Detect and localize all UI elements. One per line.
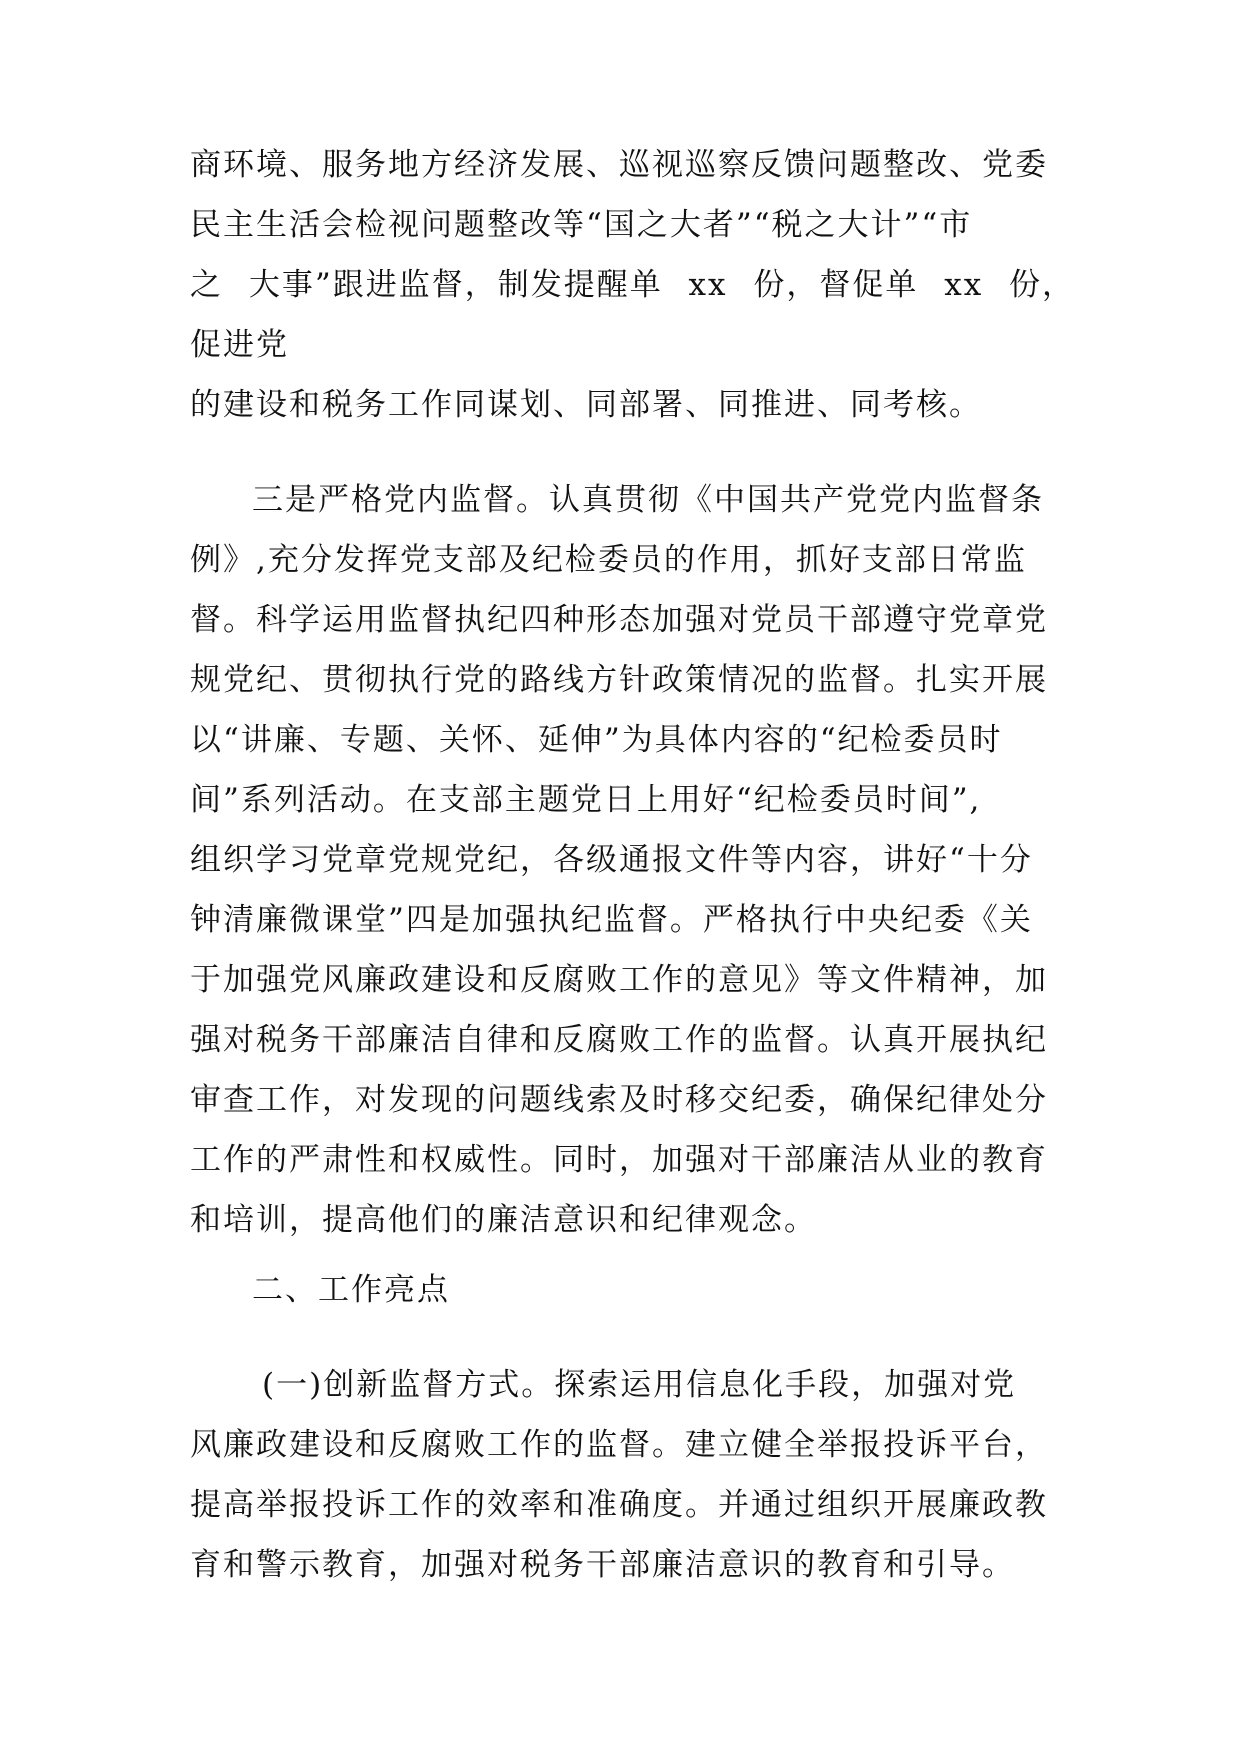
paragraph-line: 商环境、服务地方经济发展、巡视巡察反馈问题整改、党委	[190, 147, 1048, 183]
paragraph-line: (一)创新监督方式。探索运用信息化手段，加强对党	[262, 1367, 1017, 1403]
paragraph-line: 的建设和税务工作同谋划、同部署、同推进、同考核。	[190, 387, 982, 423]
section-heading-text: 二、工作亮点	[252, 1272, 450, 1308]
paragraph-line: 组织学习党章党规党纪，各级通报文件等内容，讲好“十分	[190, 842, 1033, 878]
paragraph-continuation	[190, 135, 1076, 435]
paragraph-innovation	[190, 1355, 1050, 1595]
paragraph-line: 育和警示教育，加强对税务干部廉洁意识的教育和引导。	[190, 1547, 1015, 1583]
paragraph-line: 于加强党风廉政建设和反腐败工作的意见》等文件精神，加	[190, 962, 1048, 998]
paragraph-line: 钟清廉微课堂”四是加强执纪监督。严格执行中央纪委《关	[190, 902, 1033, 938]
paragraph-line: 民主生活会检视问题整改等“国之大者”“税之大计”“市	[190, 207, 973, 243]
paragraph-line: 风廉政建设和反腐败工作的监督。建立健全举报投诉平台，	[190, 1427, 1048, 1463]
paragraph-strict-supervision	[190, 470, 1050, 1250]
paragraph-line: 强对税务干部廉洁自律和反腐败工作的监督。认真开展执纪	[190, 1022, 1048, 1058]
section-heading	[190, 1260, 1050, 1320]
paragraph-line: 提高举报投诉工作的效率和准确度。并通过组织开展廉政教	[190, 1487, 1048, 1523]
paragraph-line: 例》,充分发挥党支部及纪检委员的作用，抓好支部日常监	[190, 542, 1027, 578]
paragraph-line: 三是严格党内监督。认真贯彻《中国共产党党内监督条	[252, 482, 1044, 518]
paragraph-line: 间”系列活动。在支部主题党日上用好“纪检委员时间”,	[190, 782, 982, 818]
paragraph-line: 以“讲廉、专题、关怀、延伸”为具体内容的“纪检委员时	[190, 722, 1003, 758]
paragraph-line: 规党纪、贯彻执行党的路线方针政策情况的监督。扎实开展	[190, 662, 1048, 698]
paragraph-line: 促进党	[190, 327, 289, 363]
paragraph-line: 督。科学运用监督执纪四种形态加强对党员干部遵守党章党	[190, 602, 1048, 638]
paragraph-line: 工作的严肃性和权威性。同时，加强对干部廉洁从业的教育	[190, 1142, 1048, 1178]
paragraph-line: 和培训，提高他们的廉洁意识和纪律观念。	[190, 1202, 817, 1238]
paragraph-line: 之 大事”跟进监督，制发提醒单 xx 份，督促单 xx 份，	[190, 267, 1076, 303]
paragraph-line: 审查工作，对发现的问题线索及时移交纪委，确保纪律处分	[190, 1082, 1048, 1118]
